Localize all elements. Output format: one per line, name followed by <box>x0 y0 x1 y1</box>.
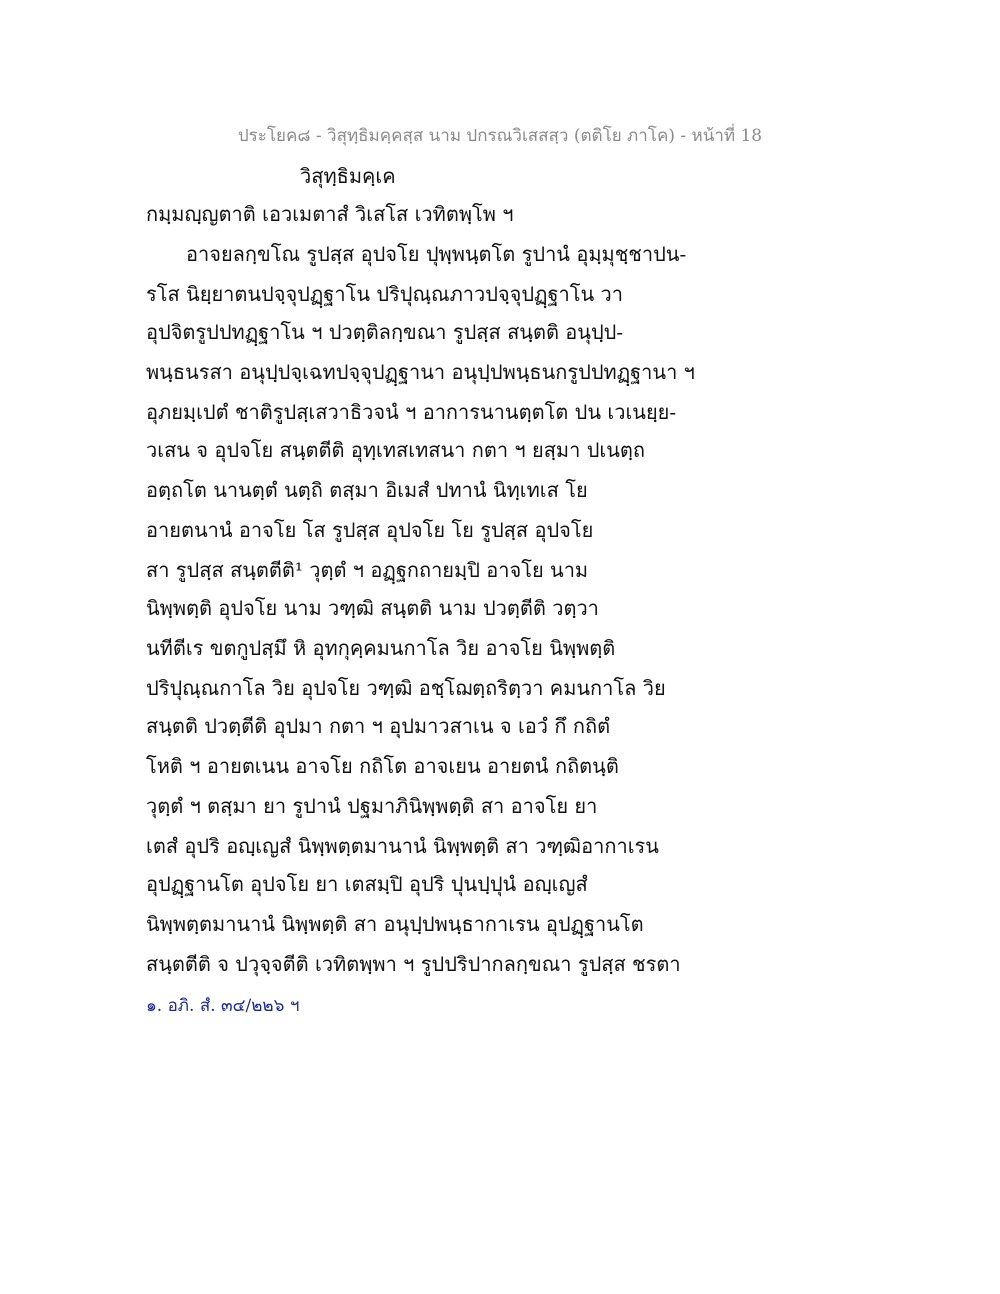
text-line: รโส นิยฺยาตนปจฺจุปฏฺฐาโน ปริปุณฺณภาวปจฺจุปฏฺฐาโน วา <box>146 282 623 306</box>
text-line: นิพฺพตฺตมานานํ นิพฺพตฺติ สา อนุปฺปพนฺธากาเรน อุปฏฺฐานโต <box>146 912 644 936</box>
text-line: อุปฏฺฐานโต อุปจโย ยา เตสมฺปิ อุปริ ปุนปฺปุนํ อญฺเญสํ <box>146 872 588 896</box>
section-title: วิสุทฺธิมคฺเค <box>300 164 396 188</box>
text-line: อาจยลกฺขโณ รูปสฺส อุปจโย ปุพฺพนฺตโต รูปานํ อุมฺมุชฺชาปน- <box>186 242 687 266</box>
text-line: อตฺถโต นานตฺตํ นตฺถิ ตสฺมา อิเมสํ ปทานํ นิทฺเทเส โย <box>146 478 588 502</box>
text-line: อุปจิตรูปปทฏฺฐาโน ฯ ปวตฺติลกฺขณา รูปสฺส สนฺตติ อนุปฺป- <box>146 320 624 344</box>
text-line: เตสํ อุปริ อญฺเญสํ นิพฺพตฺตมานานํ นิพฺพตฺติ สา วฑฺฒิอากาเรน <box>146 834 659 858</box>
text-line: พนฺธนรสา อนุปฺปจฺเฉทปจฺจุปฏฺฐานา อนุปฺปพนฺธนกรูปปทฏฺฐานา ฯ <box>146 360 695 384</box>
text-line: สนฺตตีติ จ ปวุจฺจตีติ เวทิตพฺพา ฯ รูปปริปากลกฺขณา รูปสฺส ชรตา <box>146 952 681 976</box>
text-line: โหติ ฯ อายตเนน อาจโย กถิโต อาจเยน อายตนํ กถิตนฺติ <box>146 754 619 778</box>
text-line: อุภยมฺเปตํ ชาติรูปสฺเสวาธิวจนํ ฯ อาการนานตฺตโต ปน เวเนยฺย- <box>146 400 677 424</box>
footnote: ๑. อภิ. สํ. ๓๔/๒๒๖ ฯ <box>146 996 300 1016</box>
text-line: นทีตีเร ขตกูปสฺมึ หิ อุทกุคฺคมนกาโล วิย อาจโย นิพฺพตฺติ <box>146 636 616 660</box>
text-line: วเสน จ อุปจโย สนฺตตีติ อุทฺเทสเทสนา กตา ฯ ยสฺมา ปเนตฺถ <box>146 438 646 462</box>
page-header: ประโยค๘ - วิสุทฺธิมคฺคสฺส นาม ปกรณวิเสสสฺว (ตติโย ภาโค) - หน้าที่ 18 <box>237 126 763 146</box>
text-line: วุตฺตํ ฯ ตสฺมา ยา รูปานํ ปฐมาภินิพฺพตฺติ สา อาจโย ยา <box>146 794 598 818</box>
text-line: กมฺมญฺญตาติ เอวเมตาสํ วิเสโส เวทิตพฺโพ ฯ <box>146 202 514 226</box>
text-line: ปริปุณฺณกาโล วิย อุปจโย วฑฺฒิ อชฺโฌตฺถริตฺวา คมนกาโล วิย <box>146 676 666 700</box>
text-line: สา รูปสฺส สนฺตตีติ¹ วุตฺตํ ฯ อฏฺฐกถายมฺปิ อาจโย นาม <box>146 558 589 582</box>
text-line: นิพฺพตฺติ อุปจโย นาม วฑฺฒิ สนฺตติ นาม ปวตฺตีติ วตฺวา <box>146 596 599 620</box>
text-line: สนฺตติ ปวตฺตีติ อุปมา กตา ฯ อุปมาวสาเน จ เอวํ กึ กถิตํ <box>146 714 611 738</box>
text-line: อายตนานํ อาจโย โส รูปสฺส อุปจโย โย รูปสฺส อุปจโย <box>146 518 594 542</box>
